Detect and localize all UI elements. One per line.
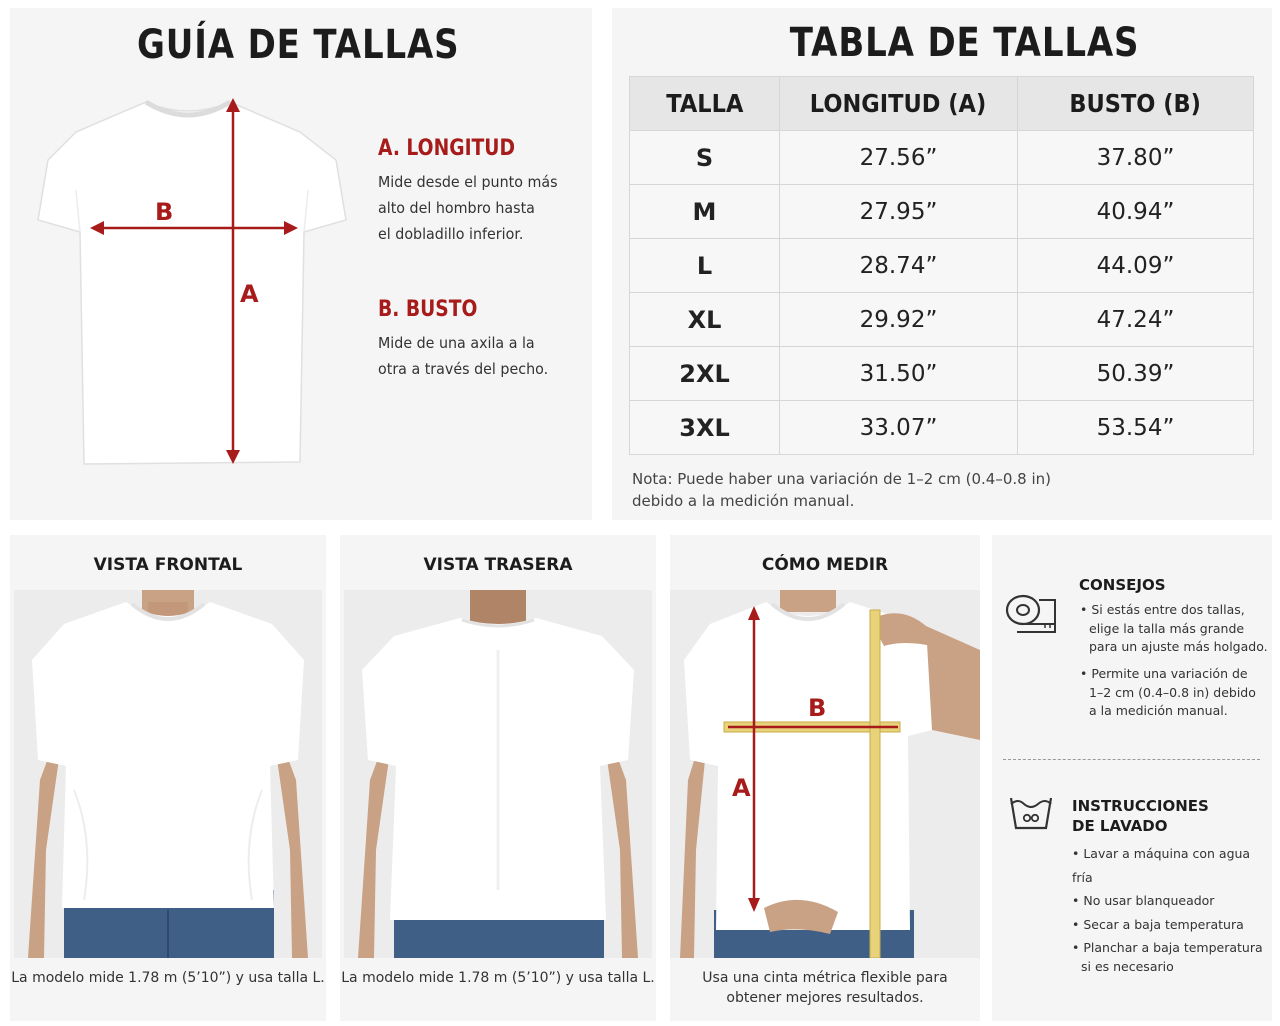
tshirt-diagram xyxy=(18,90,358,480)
length-title: A. LONGITUD xyxy=(378,136,516,161)
bust-cell: 47.24” xyxy=(1018,293,1254,347)
size-cell: M xyxy=(630,185,780,239)
tip-item: • Permite una variación de 1–2 cm (0.4–0.8 in) debido a la medición manual. xyxy=(1080,666,1256,718)
label-a: A xyxy=(240,280,259,308)
header-bust: BUSTO (B) xyxy=(1018,77,1254,131)
length-cell: 31.50” xyxy=(780,347,1018,401)
wash-item: • Lavar a máquina con agua fría xyxy=(1072,846,1251,885)
front-caption: La modelo mide 1.78 m (5’10”) y usa talla L. xyxy=(11,970,325,986)
wash-item: • Secar a baja temperatura xyxy=(1072,916,1244,932)
tips-title: CONSEJOS xyxy=(1079,576,1166,594)
label-b: B xyxy=(155,198,174,226)
measuring-tape-icon xyxy=(1003,592,1059,634)
measure-label-a: A xyxy=(732,774,751,802)
wash-title: INSTRUCCIONES DE LAVADO xyxy=(1072,797,1209,835)
table-row xyxy=(630,401,1254,455)
wash-item: • Planchar a baja temperatura xyxy=(1072,940,1263,955)
guide-title: GUÍA DE TALLAS xyxy=(137,22,460,68)
bust-cell: 50.39” xyxy=(1018,347,1254,401)
size-cell: XL xyxy=(630,293,780,347)
size-cell: S xyxy=(630,131,780,185)
length-description: Mide desde el punto más alto del hombro hasta el dobladillo inferior. xyxy=(378,173,558,243)
back-view-title: VISTA TRASERA xyxy=(423,555,573,575)
bust-cell: 44.09” xyxy=(1018,239,1254,293)
front-view-title: VISTA FRONTAL xyxy=(93,555,243,575)
table-row xyxy=(630,293,1254,347)
table-header-row xyxy=(630,77,1254,131)
table-row xyxy=(630,347,1254,401)
bust-cell: 37.80” xyxy=(1018,131,1254,185)
wash-list xyxy=(1072,842,1268,978)
measurement-note: Nota: Puede haber una variación de 1–2 cm (0.4–0.8 in) debido a la medición manual. xyxy=(632,470,1052,510)
header-size: TALLA xyxy=(630,77,780,131)
table-row xyxy=(630,131,1254,185)
length-cell: 27.95” xyxy=(780,185,1018,239)
table-title: TABLA DE TALLAS xyxy=(789,20,1140,66)
back-caption: La modelo mide 1.78 m (5’10”) y usa talla L. xyxy=(341,970,655,986)
bust-description: Mide de una axila a la otra a través del pecho. xyxy=(378,334,549,378)
length-cell: 28.74” xyxy=(780,239,1018,293)
washing-icon xyxy=(1008,794,1054,832)
wash-item: • No usar blanqueador xyxy=(1072,893,1215,908)
size-table xyxy=(629,76,1254,455)
bust-cell: 40.94” xyxy=(1018,185,1254,239)
tips-divider xyxy=(1003,759,1260,760)
length-cell: 27.56” xyxy=(780,131,1018,185)
bust-title: B. BUSTO xyxy=(378,297,478,322)
table-row xyxy=(630,239,1254,293)
bust-cell: 53.54” xyxy=(1018,401,1254,455)
wash-item: si es necesario xyxy=(1081,958,1174,974)
measure-label-b: B xyxy=(808,694,827,722)
how-to-measure-photo xyxy=(670,590,980,958)
measure-caption: Usa una cinta métrica flexible para obtener mejores resultados. xyxy=(702,970,948,1006)
size-cell: 3XL xyxy=(630,401,780,455)
length-cell: 33.07” xyxy=(780,401,1018,455)
front-view-photo xyxy=(14,590,322,958)
size-cell: L xyxy=(630,239,780,293)
table-row xyxy=(630,185,1254,239)
size-cell: 2XL xyxy=(630,347,780,401)
length-cell: 29.92” xyxy=(780,293,1018,347)
back-view-photo xyxy=(344,590,652,958)
header-length: LONGITUD (A) xyxy=(780,77,1018,131)
how-to-measure-title: CÓMO MEDIR xyxy=(761,555,889,575)
tip-item: • Si estás entre dos tallas, elige la talla más grande para un ajuste más holgado. xyxy=(1080,602,1268,654)
